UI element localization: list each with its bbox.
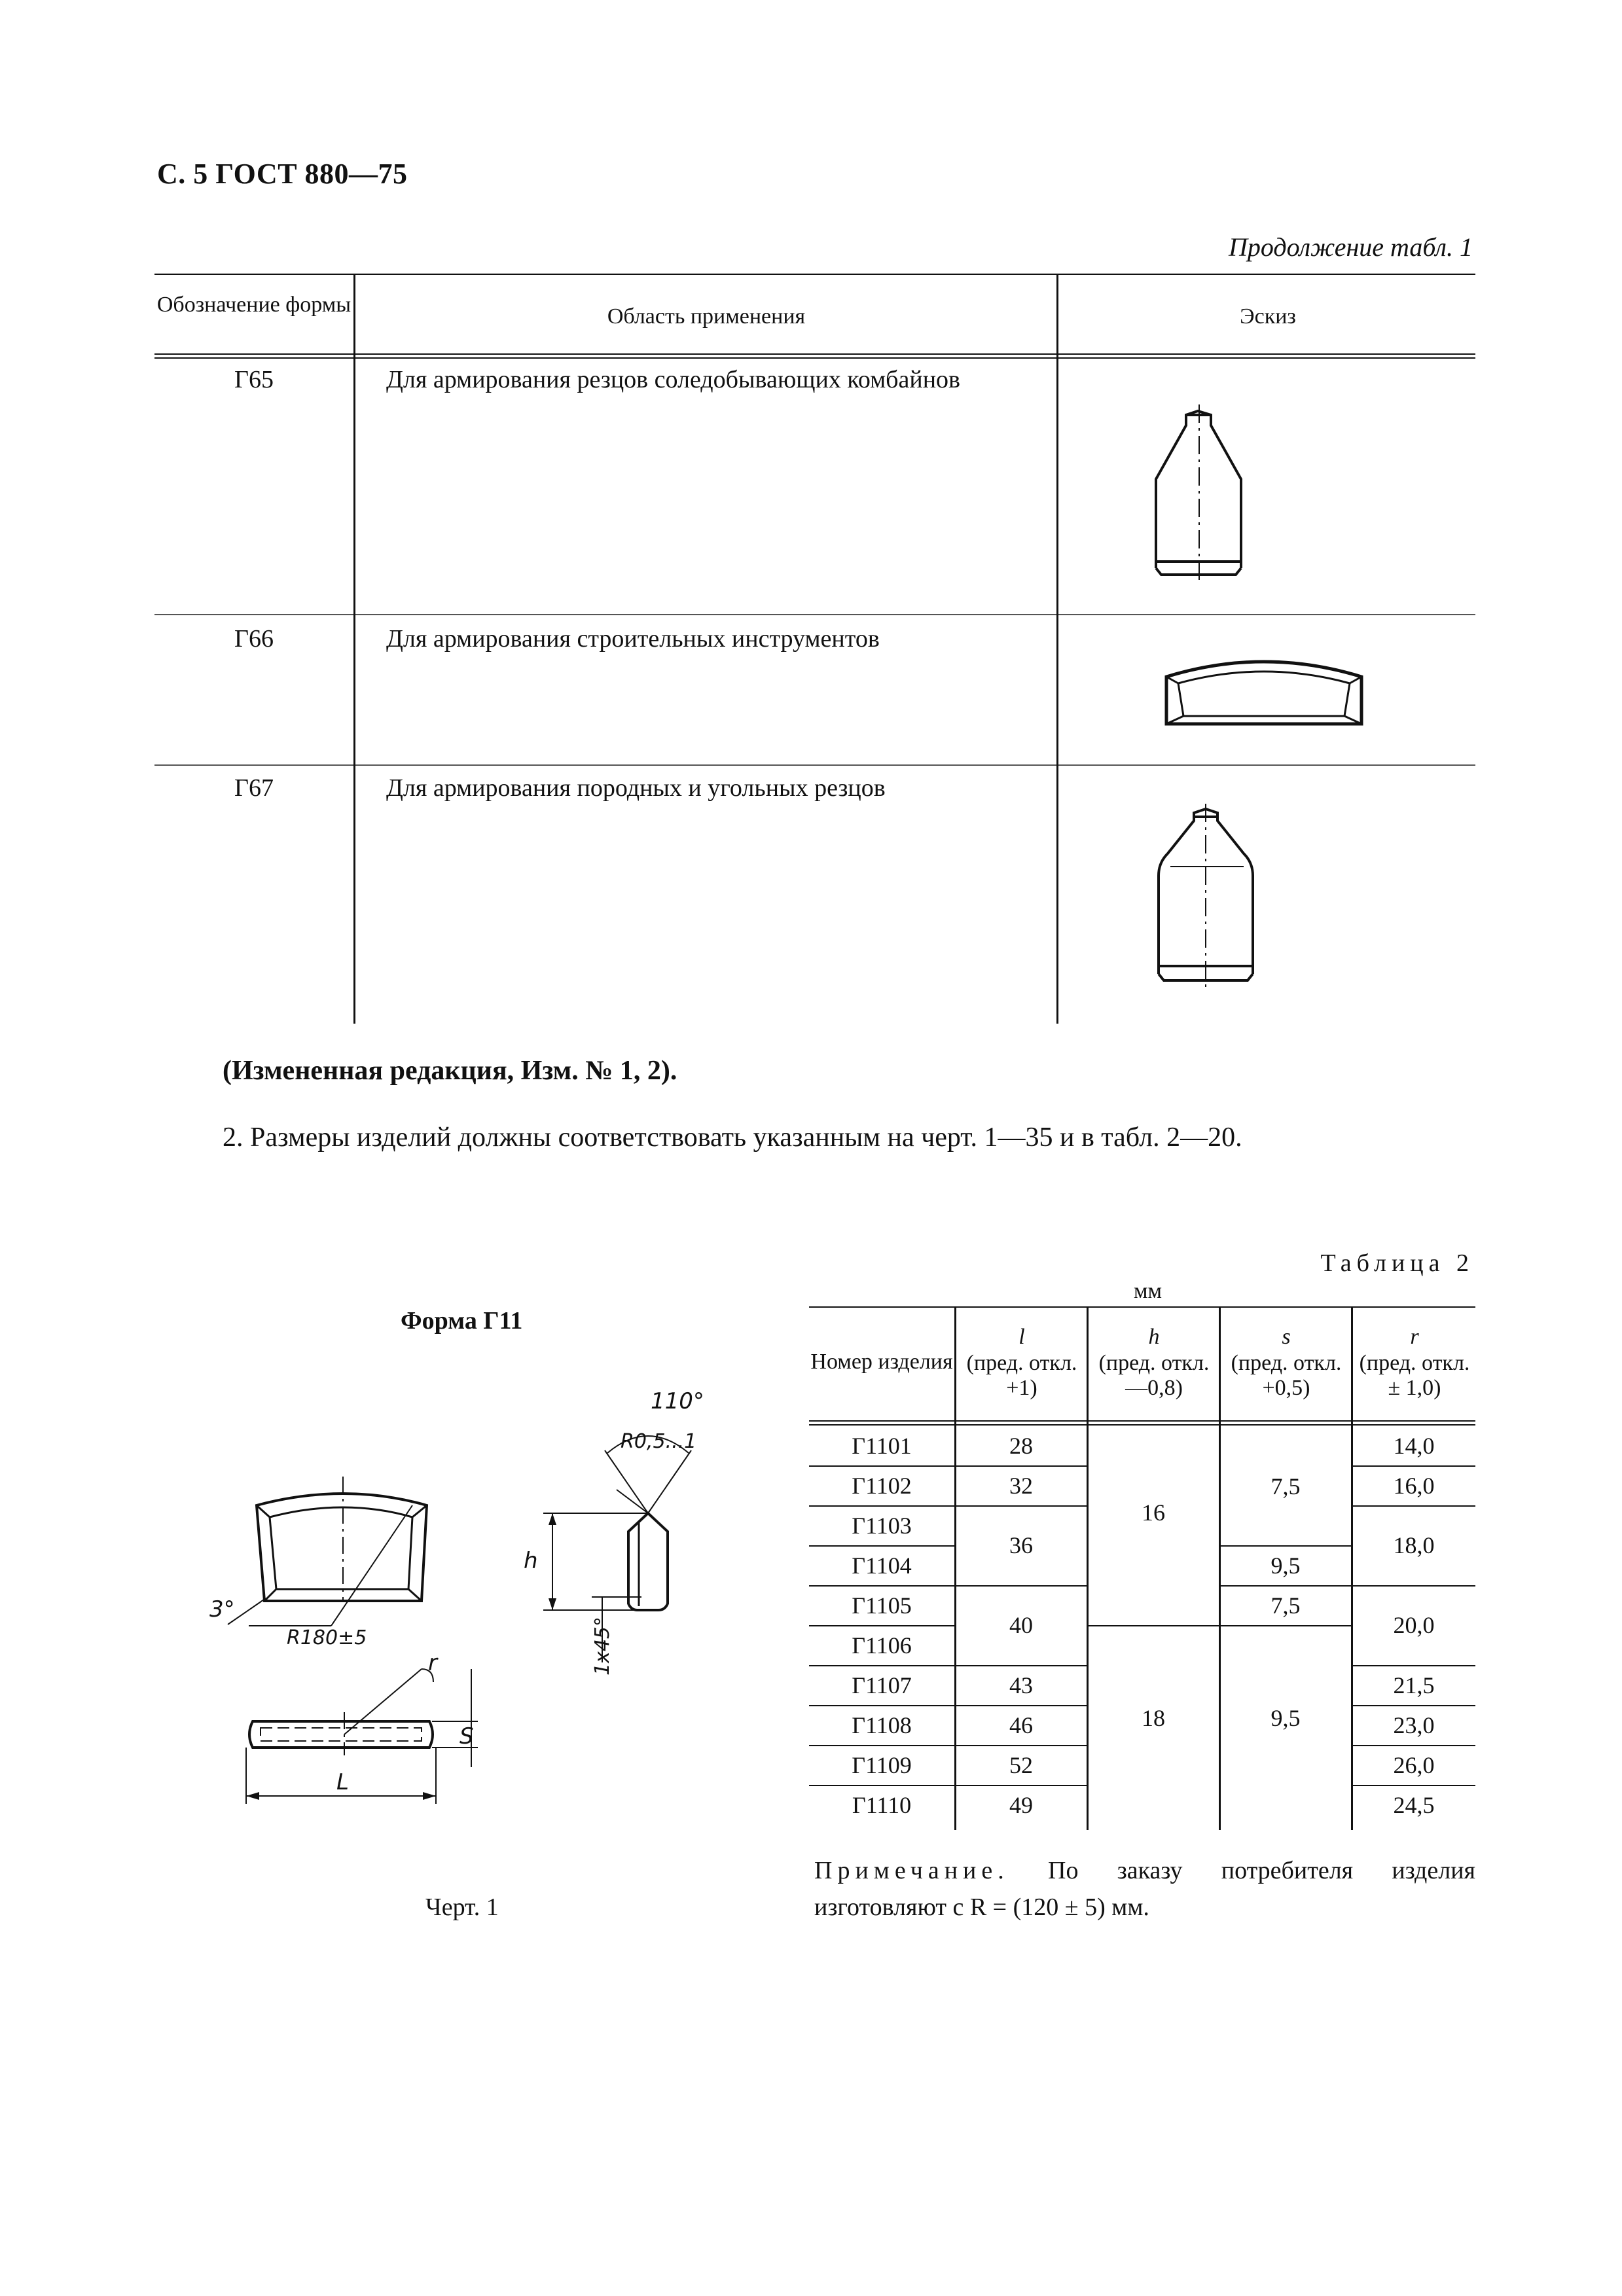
label-radius-big: R180±5 — [287, 1626, 367, 1649]
table-cell-s: 7,5 — [1271, 1592, 1301, 1619]
table-continuation-caption: Продолжение табл. 1 — [1228, 232, 1473, 262]
column-header-s-tol: (пред. откл. +0,5) — [1231, 1351, 1342, 1400]
table-row-application: Для армирования резцов соледобывающих комбайнов — [386, 366, 960, 393]
table-cell-l: 49 — [1009, 1792, 1033, 1818]
table-rule — [154, 764, 1475, 766]
table-row-code: Г67 — [234, 774, 274, 802]
label-s: S — [460, 1723, 474, 1749]
column-header-r-tol: (пред. откл. ± 1,0) — [1359, 1351, 1470, 1400]
table2-caption: Таблица 2 — [1320, 1249, 1474, 1277]
table2-units: мм — [1134, 1279, 1162, 1303]
table-rule — [154, 614, 1475, 615]
column-header-code: Обозначение формы — [156, 293, 351, 317]
table-cell-l: 52 — [1009, 1752, 1033, 1778]
paragraph-2: 2. Размеры изделий должны соответствовать указанным на черт. 1—35 и в табл. 2—20. — [223, 1122, 1242, 1153]
table-cell-number: Г1110 — [852, 1792, 912, 1818]
label-r: r — [428, 1650, 437, 1676]
sketch-g66 — [1058, 640, 1470, 751]
table-cell-number: Г1106 — [852, 1632, 912, 1659]
table-cell-h: 16 — [1142, 1499, 1165, 1526]
table-cell-l: 43 — [1009, 1672, 1033, 1698]
column-header-l: l — [1018, 1325, 1025, 1349]
table-cell-l: 46 — [1009, 1712, 1033, 1738]
table-cell-number: Г1103 — [852, 1513, 912, 1539]
table-row-application: Для армирования строительных инструментов — [386, 625, 880, 653]
label-radius-small: R0,5...1 — [621, 1430, 697, 1453]
table-cell-number: Г1108 — [852, 1712, 912, 1738]
table-cell-s: 7,5 — [1271, 1473, 1301, 1499]
column-header-h-tol: (пред. откл. —0,8) — [1098, 1351, 1210, 1400]
table-divider — [353, 274, 355, 1024]
table-cell-r: 26,0 — [1393, 1752, 1435, 1778]
drawing-form-g11 — [196, 1342, 785, 1892]
table-rule — [809, 1306, 1475, 1308]
table-cell-number: Г1107 — [852, 1672, 912, 1698]
table-cell-number: Г1101 — [852, 1433, 912, 1459]
table-cell-number: Г1109 — [852, 1752, 912, 1778]
table-cell-r: 21,5 — [1393, 1672, 1435, 1698]
label-h: h — [524, 1548, 538, 1574]
column-header-l-tol: (пред. откл. +1) — [966, 1351, 1077, 1400]
table-cell-r: 23,0 — [1393, 1712, 1435, 1738]
table-dimensions — [809, 1306, 1475, 1830]
column-header-sketch: Эскиз — [1240, 304, 1296, 329]
table-cell-r: 20,0 — [1393, 1612, 1435, 1638]
form-title: Форма Г11 — [401, 1307, 523, 1335]
drawing-caption: Черт. 1 — [425, 1893, 499, 1921]
column-header-h: h — [1148, 1325, 1160, 1349]
table-cell-number: Г1104 — [852, 1552, 912, 1579]
table-cell-number: Г1105 — [852, 1592, 912, 1619]
table-rule — [154, 357, 1475, 359]
table-rule — [809, 1420, 1475, 1422]
table-cell-l: 40 — [1009, 1612, 1033, 1638]
column-header-s: s — [1282, 1325, 1291, 1349]
table-cell-r: 14,0 — [1393, 1433, 1435, 1459]
note-text: По заказу потребителя изделия изготовляют с R = (120 ± 5) мм. — [814, 1857, 1476, 1921]
table-row-code: Г66 — [234, 625, 274, 653]
sketch-g65 — [1058, 378, 1470, 601]
table-cell-l: 36 — [1009, 1532, 1033, 1558]
table-cell-l: 28 — [1009, 1433, 1033, 1459]
label-angle-110: 110° — [651, 1388, 704, 1414]
table-cell-r: 24,5 — [1393, 1792, 1435, 1818]
table-cell-h: 18 — [1142, 1705, 1165, 1731]
table-divider — [1087, 1306, 1089, 1830]
table-rule — [809, 1424, 1475, 1426]
table-forms-application — [154, 274, 1475, 1024]
table-rule — [154, 274, 1475, 275]
table-row-code: Г65 — [234, 366, 274, 393]
column-header-number: Номер изделия — [810, 1350, 953, 1374]
column-header-r: r — [1410, 1325, 1419, 1349]
table-cell-l: 32 — [1009, 1473, 1033, 1499]
table-row-application: Для армирования породных и угольных резцов — [386, 774, 886, 802]
table-cell-s: 9,5 — [1271, 1705, 1301, 1731]
label-chamfer: 1x45° — [591, 1616, 614, 1676]
table-cell-number: Г1102 — [852, 1473, 912, 1499]
table-cell-r: 18,0 — [1393, 1532, 1435, 1558]
edited-revision-note: (Измененная редакция, Изм. № 1, 2). — [223, 1056, 677, 1086]
column-header-application: Область применения — [607, 304, 806, 329]
note-label: Примечание. — [814, 1857, 1009, 1884]
page-title: С. 5 ГОСТ 880—75 — [157, 158, 408, 190]
sketch-g67 — [1058, 784, 1470, 1000]
label-angle-3: 3° — [209, 1596, 235, 1623]
label-l: L — [336, 1769, 349, 1795]
table2-note — [814, 1852, 1475, 1926]
table-rule — [154, 353, 1475, 355]
table-cell-r: 16,0 — [1393, 1473, 1435, 1499]
table-cell-s: 9,5 — [1271, 1552, 1301, 1579]
